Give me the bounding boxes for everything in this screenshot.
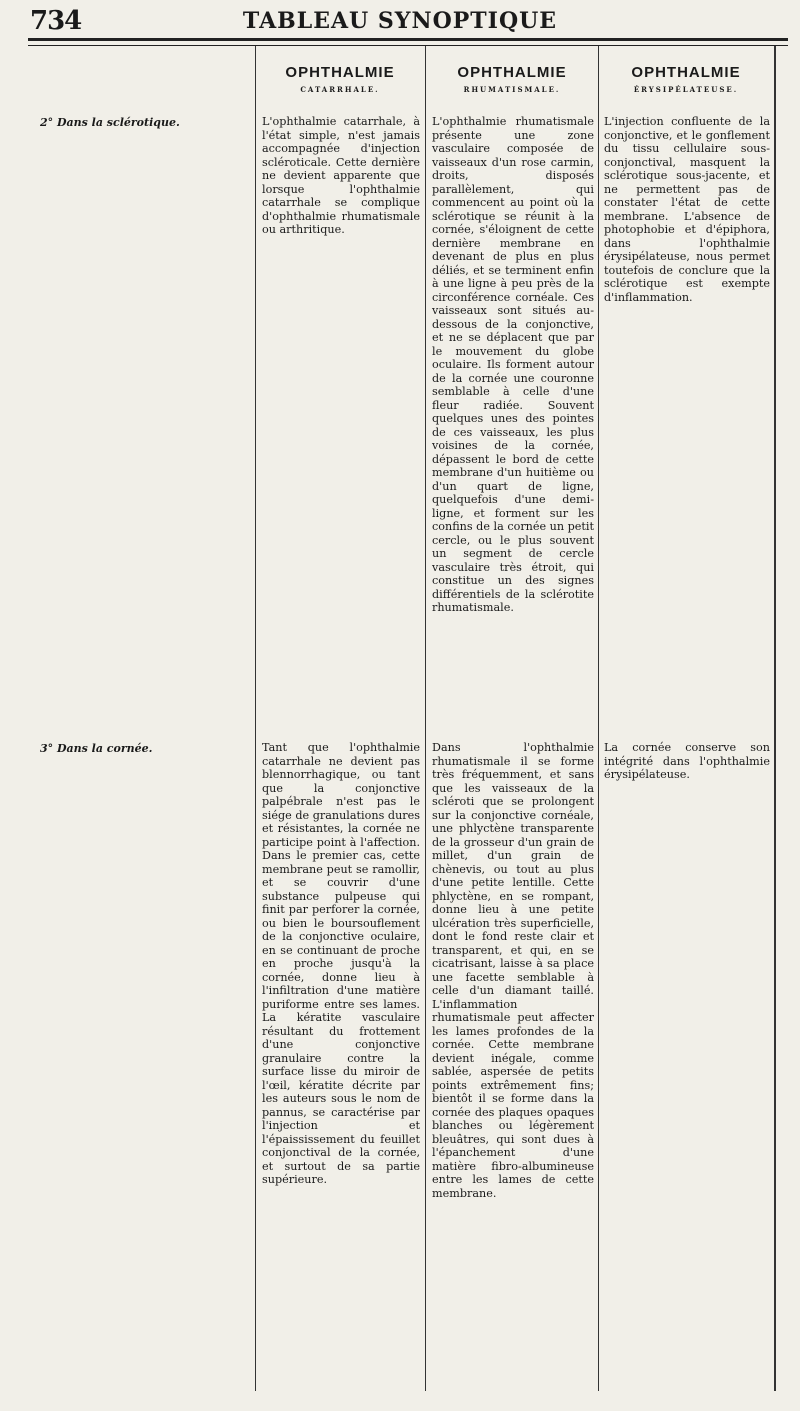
column-subtitle: CATARRHALE.	[300, 85, 380, 94]
cell-rhumatismale-cornee: Dans l'ophthalmie rhumatismale il se forme très fréquemment, et sans que les vaisseaux de la scléroti que se prolongent sur la conjonctive cornéale, une phlyctène transparente de la grosseur d'un grain de millet, d'un grain de chènevis, ou tout au plus d'une petite lentille. Cette phlyctène, en se rompant, donne lieu à une petite ulcération très superficielle, dont le fond reste clair et transparent, et qui, en se cicatrisant, laisse à sa place une facette semblable à celle d'un diamant taillé. L'inflammation rhumatismale peut affecter les lames profondes de la cornée. Cette membrane devient inégale, comme sablée, aspersée de petits points extrêmement fins; bientôt il se forme dans la cornée des plaques opaques blanches ou légèrement bleuâtres, qui sont dues à l'épanchement d'une matière fibro-albumineuse entre les lames de cette membrane.	[432, 741, 594, 1200]
row-label-sclerotique: 2° Dans la sclérotique.	[40, 116, 180, 129]
cell-catarrhale-sclerotique: L'ophthalmie catarrhale, à l'état simple, n'est jamais accompagnée d'injection scléroticale. Cette dernière ne devient apparente que lorsque l'ophthalmie catarrhale se complique d'ophthalmie rhumatismale ou arthritique.	[262, 115, 420, 236]
column-title: OPHTHALMIE	[457, 64, 567, 81]
cell-erysipelateuse-sclerotique: L'injection confluente de la conjonctive, et le gonflement du tissu cellulaire sous-conjonctival, masquent la sclérotique sous-jacente, et ne permettent pas de constater l'état de cette membrane. L'absence de photophobie et d'épiphora, dans l'ophthalmie érysipélateuse, nous permet toutefois de conclure que la sclérotique est exempte d'inflammation.	[604, 115, 770, 304]
column-divider	[255, 46, 256, 1391]
row-label-cornee: 3° Dans la cornée.	[40, 742, 153, 755]
column-divider	[598, 46, 599, 1391]
cell-rhumatismale-sclerotique: L'ophthalmie rhumatismale présente une zone vasculaire composée de vaisseaux d'un rose carmin, droits, disposés parallèlement, qui commencent au point où la sclérotique se réunit à la cornée, s'éloignent de cette dernière membrane en devenant de plus en plus déliés, et se terminent enfin à une ligne à peu près de la circonférence cornéale. Ces vaisseaux sont situés au-dessous de la conjonctive, et ne se déplacent que par le mouvement du globe oculaire. Ils forment autour de la cornée une couronne semblable à celle d'une fleur radiée. Souvent quelques unes des pointes de ces vaisseaux, les plus voisines de la cornée, dépassent le bord de cette membrane d'un huitième ou d'un quart de ligne, quelquefois d'une demi-ligne, et forment sur les confins de la cornée un petit cercle, ou le plus souvent un segment de cercle vasculaire très étroit, qui constitue un des signes différentiels de la sclérotite rhumatismale.	[432, 115, 594, 614]
column-divider	[425, 46, 426, 1391]
column-header-rhumatismale	[428, 64, 596, 94]
column-title: OPHTHALMIE	[631, 64, 741, 81]
top-rule	[28, 38, 788, 41]
running-head: TABLEAU SYNOPTIQUE	[242, 8, 558, 34]
column-divider	[774, 46, 776, 1391]
top-rule-thin	[28, 45, 788, 46]
column-header-catarrhale	[258, 64, 422, 94]
column-subtitle: ÉRYSIPÉLATEUSE.	[633, 85, 739, 94]
cell-catarrhale-cornee: Tant que l'ophthalmie catarrhale ne devient pas blennorrhagique, ou tant que la conjonctive palpébrale n'est pas le siége de granulations dures et résistantes, la cornée ne participe point à l'affection. Dans le premier cas, cette membrane peut se ramollir, et se couvrir d'une substance pulpeuse qui finit par perforer la cornée, ou bien le boursouflement de la conjonctive oculaire, en se continuant de proche en proche jusqu'à la cornée, donne lieu à l'infiltration d'une matière puriforme entre ses lames. La kératite vasculaire résultant du frottement d'une conjonctive granulaire contre la surface lisse du miroir de l'œil, kératite décrite par les auteurs sous le nom de pannus, se caractérise par l'injection et l'épaississement du feuillet conjonctival de la cornée, et surtout de sa partie supérieure.	[262, 741, 420, 1186]
cell-erysipelateuse-cornee: La cornée conserve son intégrité dans l'ophthalmie érysipélateuse.	[604, 741, 770, 781]
column-title: OPHTHALMIE	[285, 64, 395, 81]
column-header-erysipelateuse	[600, 64, 772, 94]
column-subtitle: RHUMATISMALE.	[463, 85, 561, 94]
page-number: 734	[30, 6, 82, 36]
